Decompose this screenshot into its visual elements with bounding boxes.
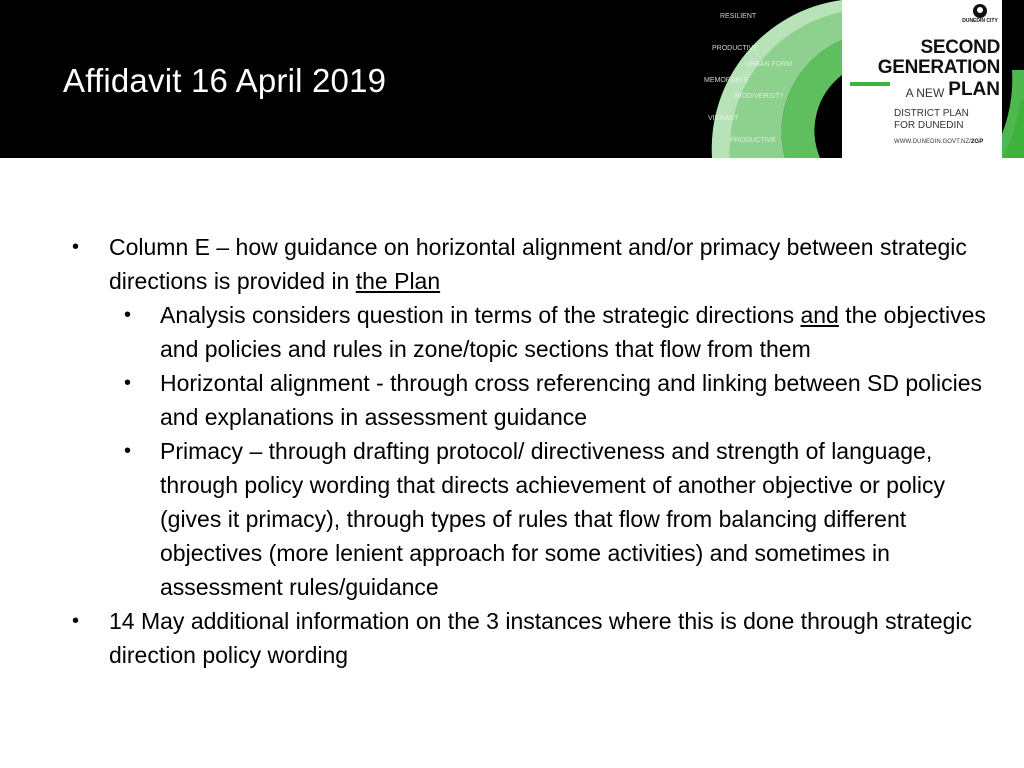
sub-bullet-item xyxy=(124,366,990,434)
bullet-text-cont: the objectives and policies and rules in zone/topic sections that flow from them xyxy=(160,302,986,362)
brand-logo xyxy=(848,38,1000,100)
slide-title: Affidavit 16 April 2019 xyxy=(63,62,387,99)
bullet-text: Column E – how guidance on horizontal alignment and/or primacy between strategic directions is provided in xyxy=(109,234,967,294)
brand-accent-bar xyxy=(850,82,890,86)
sub-bullet-item xyxy=(124,434,990,604)
bullet-item xyxy=(72,230,1004,298)
sub-bullet-item xyxy=(124,298,990,366)
bullet-marker: • xyxy=(124,440,132,462)
slide-body xyxy=(0,230,1024,672)
crest-icon xyxy=(973,4,987,18)
council-crest xyxy=(960,4,1000,32)
brand-url-prefix: WWW.DUNEDIN.GOVT.NZ/ xyxy=(894,139,971,145)
slide-header xyxy=(0,0,1024,158)
brand-a-new: A NEW xyxy=(905,86,945,100)
bullet-marker: • xyxy=(124,304,132,326)
svg-text:PRODUCTIVE: PRODUCTIVE xyxy=(712,45,758,52)
svg-text:BIODIVERSITY: BIODIVERSITY xyxy=(735,93,785,100)
bullet-item xyxy=(72,604,1004,672)
brand-line-second: SECOND xyxy=(920,37,1000,58)
brand-url-suffix: 2GP xyxy=(971,139,984,145)
bullet-marker: • xyxy=(124,372,132,394)
crest-text: DUNEDIN CITY xyxy=(962,18,998,24)
underlined-text: and xyxy=(800,302,839,328)
bullet-text: Analysis considers question in terms of the strategic directions xyxy=(160,302,801,328)
svg-text:RESILIENT: RESILIENT xyxy=(720,13,757,20)
bullet-text: Horizontal alignment - through cross referencing and linking between SD policies and explanations in assessment guidance xyxy=(160,370,983,430)
bullet-text: Primacy – through drafting protocol/ directiveness and strength of language, through policy wording that directs achievement of another objective or policy (gives it primacy), through types of rules that flow from balancing different objectives (more lenient approach for some activities) and sometimes in assessment rules/guidance xyxy=(160,438,945,600)
svg-text:URBAN FORM: URBAN FORM xyxy=(745,61,793,68)
svg-text:PRODUCTIVE: PRODUCTIVE xyxy=(730,137,776,144)
underlined-text: the Plan xyxy=(355,268,441,294)
svg-text:MEMORABLE: MEMORABLE xyxy=(704,77,749,84)
brand-line-generation: GENERATION xyxy=(877,57,1000,78)
brand-url xyxy=(894,139,983,145)
bullet-marker: • xyxy=(72,236,80,258)
brand-plan: PLAN xyxy=(948,79,1000,100)
bullet-text: 14 May additional information on the 3 instances where this is done through strategic direction policy wording xyxy=(109,608,973,668)
brand-subtitle xyxy=(894,108,969,132)
brand-sub-line-1: DISTRICT PLAN xyxy=(894,108,969,119)
svg-text:VIBRANT: VIBRANT xyxy=(708,115,739,122)
brand-sub-line-2: FOR DUNEDIN xyxy=(894,120,964,131)
bullet-marker: • xyxy=(72,610,80,632)
